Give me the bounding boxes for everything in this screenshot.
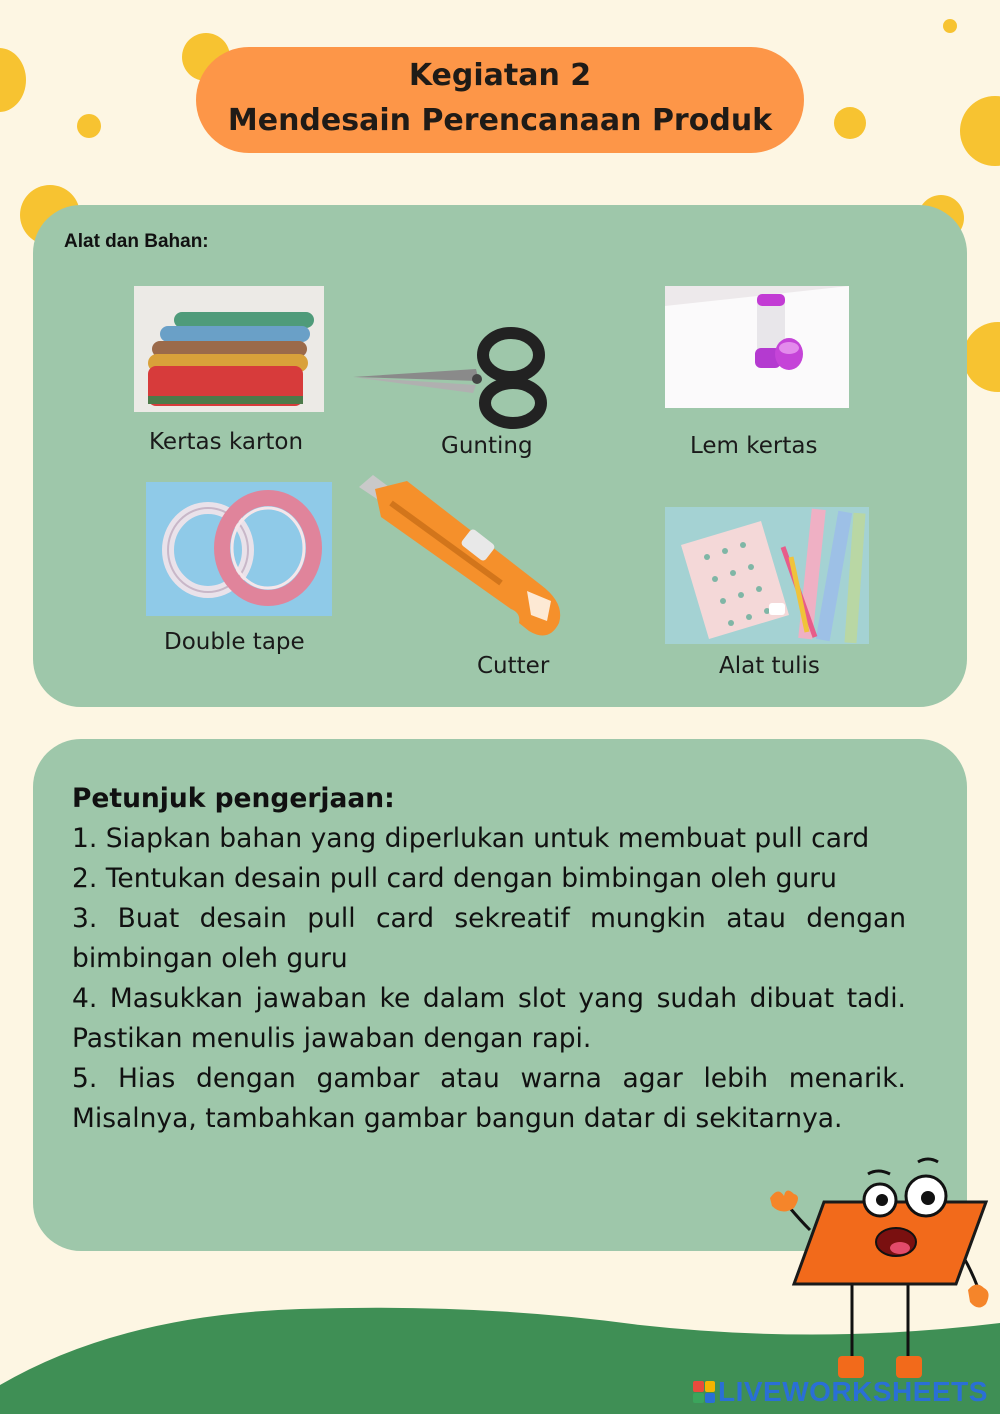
watermark-text: LIVEWORKSHEETS [718,1376,988,1407]
decor-dot [0,48,26,112]
page-title: Kegiatan 2 [408,58,592,93]
double-tape-photo [146,482,332,616]
decor-dot [960,96,1000,166]
tool-label-gunting: Gunting [441,433,533,459]
scissors-photo [351,325,551,430]
tool-label-double-tape: Double tape [164,629,305,655]
liveworksheets-logo-icon [693,1381,715,1403]
stationery-photo [665,507,869,644]
instruction-step: 4. Masukkan jawaban ke dalam slot yang sudah dibuat tadi. Pastikan menulis jawaban dengan rapi. [72,983,906,1054]
glue-stick-photo [665,286,849,408]
instructions-text [72,779,906,1139]
instruction-step: 3. Buat desain pull card sekreatif mungkin atau dengan bimbingan oleh guru [72,903,906,974]
tool-label-alat-tulis: Alat tulis [719,653,820,679]
tools-heading: Alat dan Bahan: [64,231,209,252]
instruction-step: 2. Tentukan desain pull card dengan bimbingan oleh guru [72,863,837,894]
tool-label-cutter: Cutter [477,653,550,679]
paper-rolls-photo [134,286,324,412]
instruction-step: 5. Hias dengan gambar atau warna agar lebih menarik. Misalnya, tambahkan gambar bangun datar di sekitarnya. [72,1063,906,1134]
watermark [693,1376,988,1408]
parallelogram-mascot [760,1150,1000,1390]
instructions-heading: Petunjuk pengerjaan: [72,783,395,814]
page-subtitle: Mendesain Perencanaan Produk [227,103,773,138]
instruction-step: 1. Siapkan bahan yang diperlukan untuk membuat pull card [72,823,870,854]
tool-label-kertas-karton: Kertas karton [149,429,304,455]
cutter-photo [351,473,571,645]
decor-dot [834,107,866,139]
decor-dot [77,114,101,138]
tools-panel [33,205,967,707]
title-banner [196,47,804,153]
decor-dot [963,322,1000,392]
tool-label-lem-kertas: Lem kertas [690,433,818,459]
decor-dot [943,19,957,33]
